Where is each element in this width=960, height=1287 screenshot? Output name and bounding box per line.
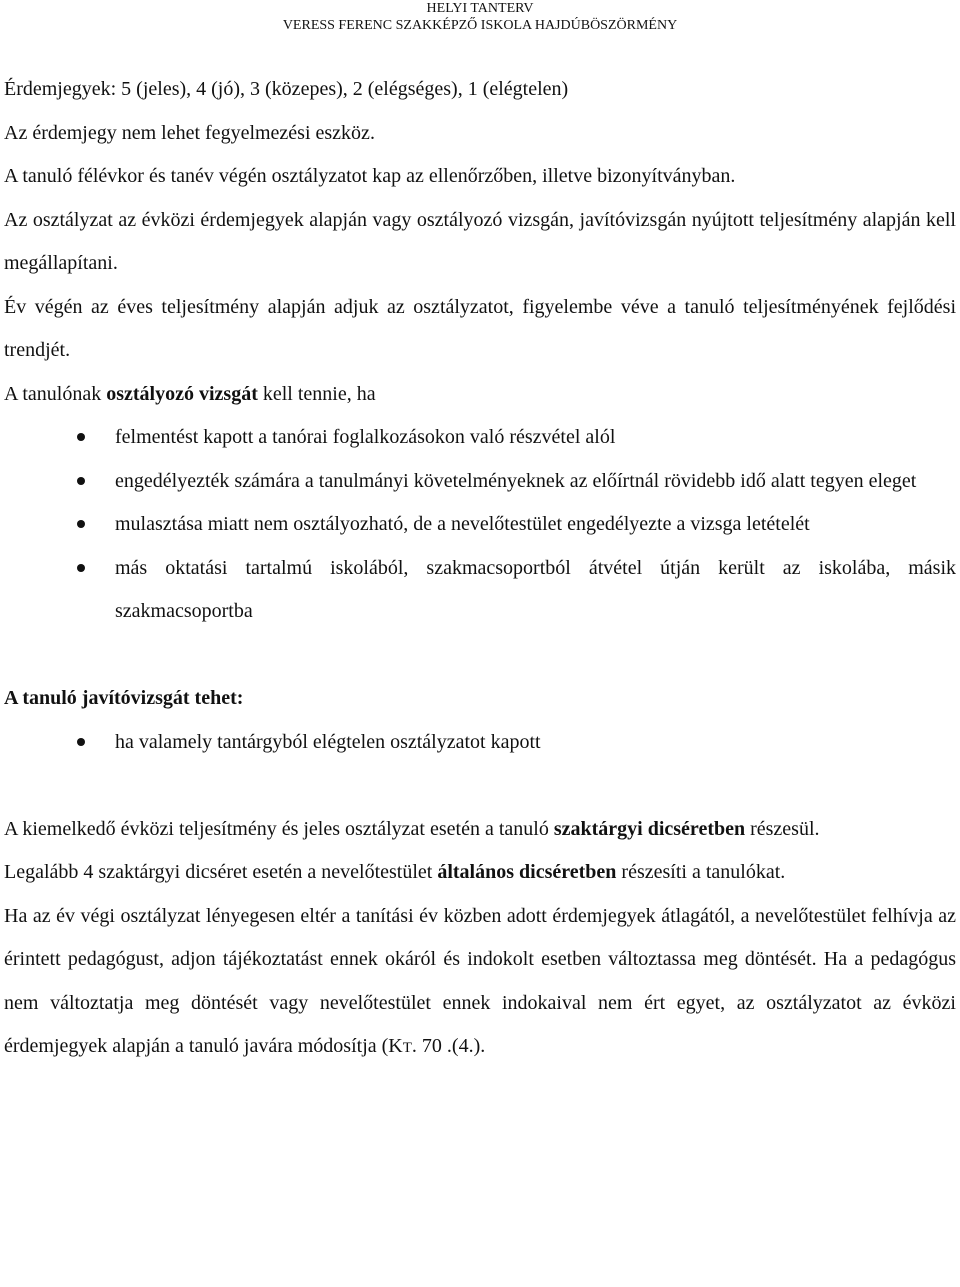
header-school: VERESS FERENC SZAKKÉPZŐ ISKOLA HAJDÚBÖSZÖRMÉNY	[282, 18, 678, 33]
altalanos-post: részesíti a tanulókat.	[616, 861, 786, 883]
year-end-paragraph: Év végén az éves teljesítmény alapján adjuk az osztályzatot, figyelembe véve a tanuló teljesítményének fejlődési trendjét.	[4, 295, 956, 361]
altalanos-pre: Legalább 4 szaktárgyi dicséret esetén a nevelőtestület	[4, 861, 438, 883]
bullet-icon	[77, 738, 85, 746]
dicseret-post: részesül.	[745, 817, 820, 840]
dicseret-pre: A kiemelkedő évközi teljesítmény és jeles osztályzat esetén a tanuló	[4, 817, 554, 840]
osztalyozo-conditions-list	[4, 416, 956, 634]
document-body	[4, 68, 956, 1071]
osztalyozo-intro-pre: A tanulónak	[4, 382, 107, 405]
law-ref-rest: . 70 .(4.).	[411, 1035, 486, 1057]
bullet-icon	[77, 433, 85, 441]
bullet-icon	[77, 520, 85, 528]
list-item	[4, 721, 956, 765]
list-item	[4, 547, 956, 634]
osztalyozo-intro	[4, 373, 956, 417]
grades-paragraph: Érdemjegyek: 5 (jeles), 4 (jó), 3 (közepes), 2 (elégséges), 1 (elégtelen)	[4, 78, 569, 100]
spacer	[4, 764, 956, 808]
list-item	[4, 503, 956, 547]
bullet-icon	[77, 477, 85, 485]
semester-grade-paragraph: A tanuló félévkor és tanév végén osztályzatot kap az ellenőrzőben, illetve bizonyítványban.	[4, 165, 736, 187]
spacer	[4, 634, 956, 678]
javito-heading: A tanuló javítóvizsgát tehet:	[4, 687, 244, 709]
page-header	[0, 0, 960, 34]
list-item	[4, 460, 956, 504]
header-title: HELYI TANTERV	[426, 1, 534, 16]
list-item	[4, 416, 956, 460]
osztalyozo-intro-post: kell tennie, ha	[257, 382, 376, 405]
list-item-text: mulasztása miatt nem osztályozható, de a nevelőtestület engedélyezte a vizsga letételét	[115, 513, 810, 535]
javito-conditions-list	[4, 721, 956, 765]
altalanos-dicseret-paragraph	[4, 851, 956, 895]
grade-basis-paragraph: Az osztályzat az évközi érdemjegyek alapján vagy osztályozó vizsgán, javítóvizsgán nyújtott teljesítmény alapján kell megállapítani.	[4, 208, 956, 274]
law-ref-smallcaps: T	[402, 1040, 412, 1056]
grade-not-discipline-paragraph: Az érdemjegy nem lehet fegyelmezési eszköz.	[4, 121, 375, 144]
list-item-text: más oktatási tartalmú iskolából, szakmacsoportból átvétel útján került az iskolába, másik szakmacsoportba	[115, 556, 956, 622]
list-item-text: felmentést kapott a tanórai foglalkozásokon való részvétel alól	[115, 426, 616, 448]
grade-deviation-paragraph	[4, 895, 956, 1071]
szaktargyi-dicseret-term: szaktárgyi dicséretben	[553, 817, 746, 840]
osztalyozo-vizsga-term: osztályozó vizsgát	[106, 382, 258, 405]
szaktargyi-dicseret-paragraph	[4, 808, 956, 852]
altalanos-dicseret-term: általános dicséretben	[437, 861, 617, 883]
list-item-text: ha valamely tantárgyból elégtelen osztályzatot kapott	[115, 730, 541, 753]
deviation-text: Ha az év végi osztályzat lényegesen eltér a tanítási év közben adott érdemjegyek átlagától, a nevelőtestület felhívja az érintett pedagógust, adjon tájékoztatást ennek okáról és indokolt esetben változtassa meg döntését. Ha a pedagógus nem változtatja meg döntését vagy nevelőtestület ennek indokaival nem ért egyet, az osztályzatot az évközi érdemjegyek alapján a tanuló javára módosítja (K	[4, 904, 956, 1057]
bullet-icon	[77, 564, 85, 572]
list-item-text: engedélyezték számára a tanulmányi követelményeknek az előírtnál rövidebb idő alatt tegyen eleget	[115, 469, 917, 492]
